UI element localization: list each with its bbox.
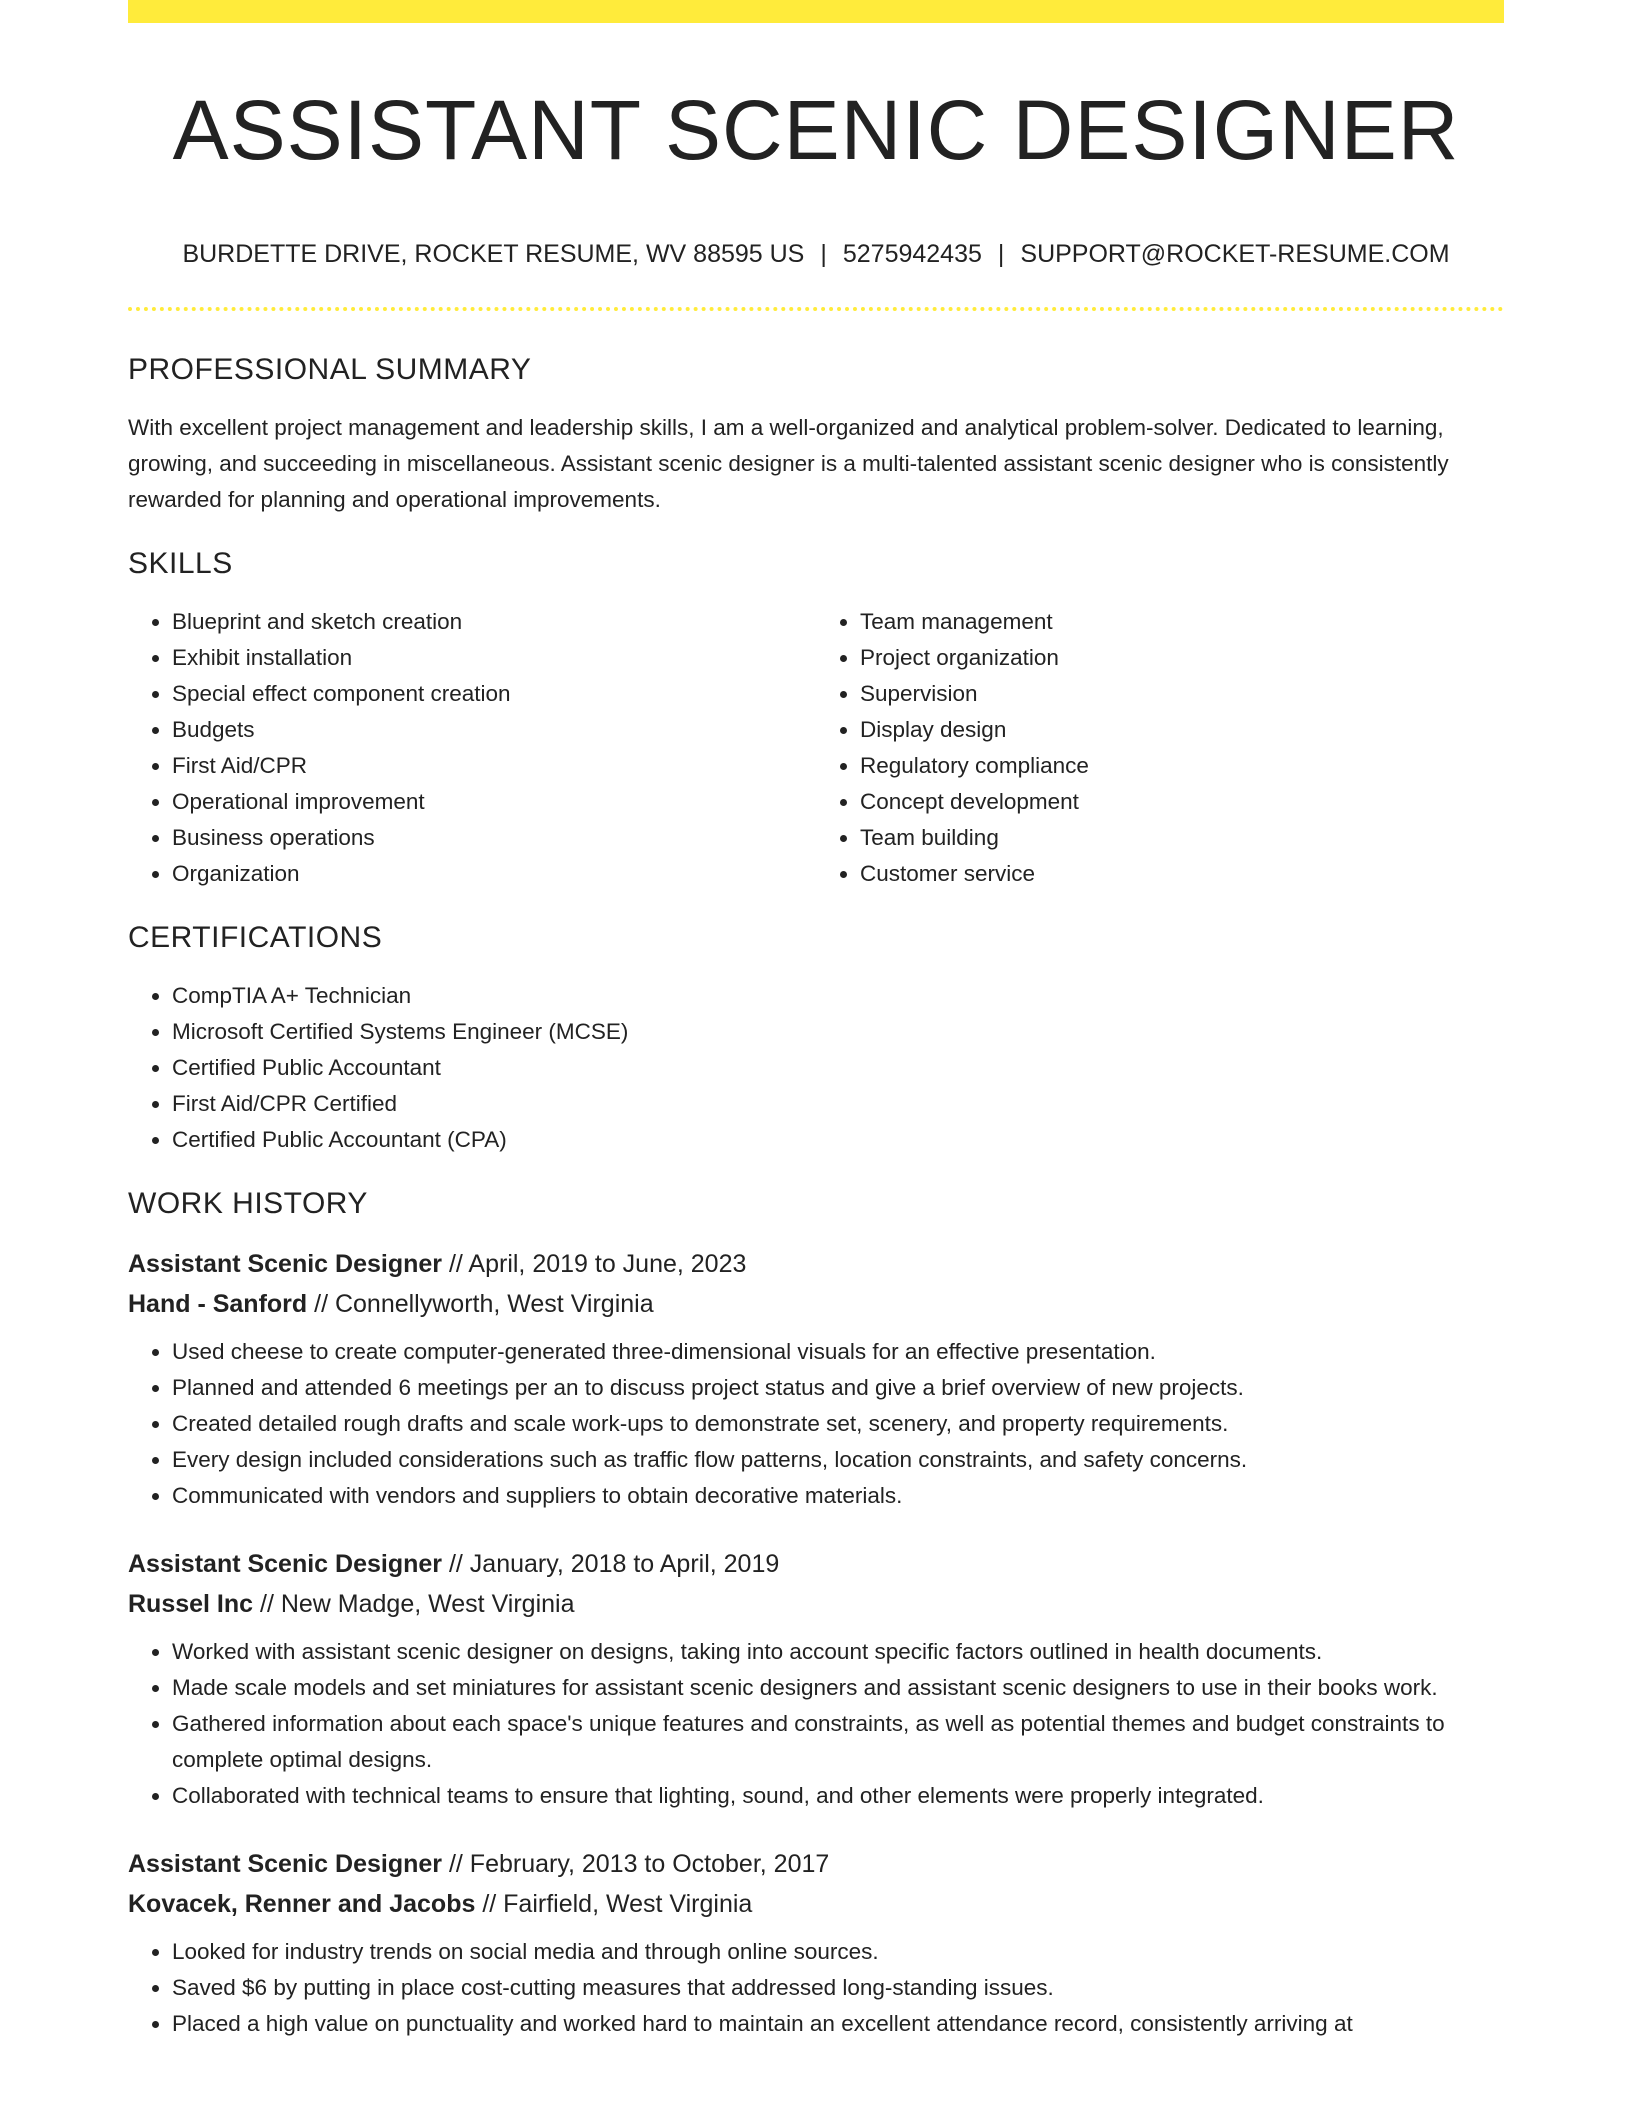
job-bullet: • Every design included considerations such as traffic flow patterns, location constraints, and safety concerns. [172,1442,1504,1478]
job-company-line [128,1584,1504,1624]
job-bullet: • Communicated with vendors and suppliers to obtain decorative materials. [172,1478,1504,1514]
job-bullet: • Collaborated with technical teams to ensure that lighting, sound, and other elements were properly integrated. [172,1778,1504,1814]
job-title-line [128,1844,1504,1884]
work-history-heading: WORK HISTORY [128,1187,368,1220]
skill-item: • Supervision [860,676,1504,712]
skill-item: • First Aid/CPR [172,748,816,784]
skill-item: • Blueprint and sketch creation [172,604,816,640]
contact-address: BURDETTE DRIVE, ROCKET RESUME, WV 88595 US [182,240,805,268]
job-dates: // April, 2019 to June, 2023 [442,1250,747,1278]
resume-title: ASSISTANT SCENIC DESIGNER [172,83,1460,177]
certifications-list [128,978,1504,1158]
certification-item: • CompTIA A+ Technician [172,978,1504,1014]
job-bullets [128,1934,1504,2042]
job-role: Assistant Scenic Designer [128,1550,443,1578]
skill-item: • Regulatory compliance [860,748,1504,784]
skill-item: • Customer service [860,856,1504,892]
dotted-divider [128,307,1504,311]
summary-text: With excellent project management and leadership skills, I am a well-organized and analytical problem-solver. Dedicated to learning, growing, and succeeding in miscellaneous. Assistant scenic designer is a multi-talented assistant scenic designer who is consistently rewarded for planning and operational improvements. [128,415,1449,512]
skill-item: • Organization [172,856,816,892]
skill-item: • Special effect component creation [172,676,816,712]
certification-item: • Certified Public Accountant [172,1050,1504,1086]
skill-item: • Business operations [172,820,816,856]
job-bullet: • Gathered information about each space's unique features and constraints, as well as potential themes and budget constraints to complete optimal designs. [172,1706,1504,1778]
job-bullets [128,1334,1504,1514]
job-location: // Fairfield, West Virginia [475,1890,753,1918]
certification-item: • Certified Public Accountant (CPA) [172,1122,1504,1158]
job-company-line [128,1284,1504,1324]
skills-columns [128,604,1504,892]
job-bullet: • Placed a high value on punctuality and worked hard to maintain an excellent attendance record, consistently arriving at [172,2006,1504,2042]
job-bullet: • Made scale models and set miniatures for assistant scenic designers and assistant scenic designers to use in their books work. [172,1670,1504,1706]
job-company: Kovacek, Renner and Jacobs [128,1890,476,1918]
certifications-heading: CERTIFICATIONS [128,921,383,954]
skill-item: • Display design [860,712,1504,748]
skill-item: • Exhibit installation [172,640,816,676]
job-entry [128,1244,1504,1514]
contact-separator: | [820,240,827,268]
summary-heading: PROFESSIONAL SUMMARY [128,353,532,386]
contact-separator: | [997,240,1005,268]
skills-list-right [816,604,1504,892]
job-company: Hand - Sanford [128,1290,308,1318]
skill-item: • Concept development [860,784,1504,820]
resume-page [128,0,1504,2112]
skill-item: • Team building [860,820,1504,856]
job-company: Russel Inc [128,1590,254,1618]
job-entry [128,1844,1504,2042]
job-bullet: • Created detailed rough drafts and scale work-ups to demonstrate set, scenery, and property requirements. [172,1406,1504,1442]
job-entry [128,1544,1504,1814]
skill-item: • Operational improvement [172,784,816,820]
job-bullets [128,1634,1504,1814]
job-bullet: • Worked with assistant scenic designer on designs, taking into account specific factors outlined in health documents. [172,1634,1504,1670]
certification-item: • First Aid/CPR Certified [172,1086,1504,1122]
accent-bar [128,0,1504,23]
work-history-list [128,1244,1504,2042]
certification-item: • Microsoft Certified Systems Engineer (MCSE) [172,1014,1504,1050]
skill-item: • Project organization [860,640,1504,676]
skills-heading: SKILLS [128,547,233,580]
job-bullet: • Looked for industry trends on social media and through online sources. [172,1934,1504,1970]
job-role: Assistant Scenic Designer [128,1850,443,1878]
job-company-line [128,1884,1504,1924]
skills-list-left [128,604,816,892]
job-bullet: • Used cheese to create computer-generated three-dimensional visuals for an effective presentation. [172,1334,1504,1370]
job-bullet: • Planned and attended 6 meetings per an to discuss project status and give a brief overview of new projects. [172,1370,1504,1406]
job-dates: // January, 2018 to April, 2019 [442,1550,780,1578]
skill-item: • Team management [860,604,1504,640]
resume-content [128,350,1504,2072]
job-title-line [128,1244,1504,1284]
job-location: // Connellyworth, West Virginia [307,1290,654,1318]
contact-line [128,236,1504,272]
skill-item: • Budgets [172,712,816,748]
job-title-line [128,1544,1504,1584]
job-location: // New Madge, West Virginia [253,1590,575,1618]
contact-email: SUPPORT@ROCKET-RESUME.COM [1020,240,1450,268]
job-bullet: • Saved $6 by putting in place cost-cutting measures that addressed long-standing issues. [172,1970,1504,2006]
job-dates: // February, 2013 to October, 2017 [442,1850,830,1878]
job-role: Assistant Scenic Designer [128,1250,443,1278]
contact-phone: 5275942435 [842,240,982,268]
